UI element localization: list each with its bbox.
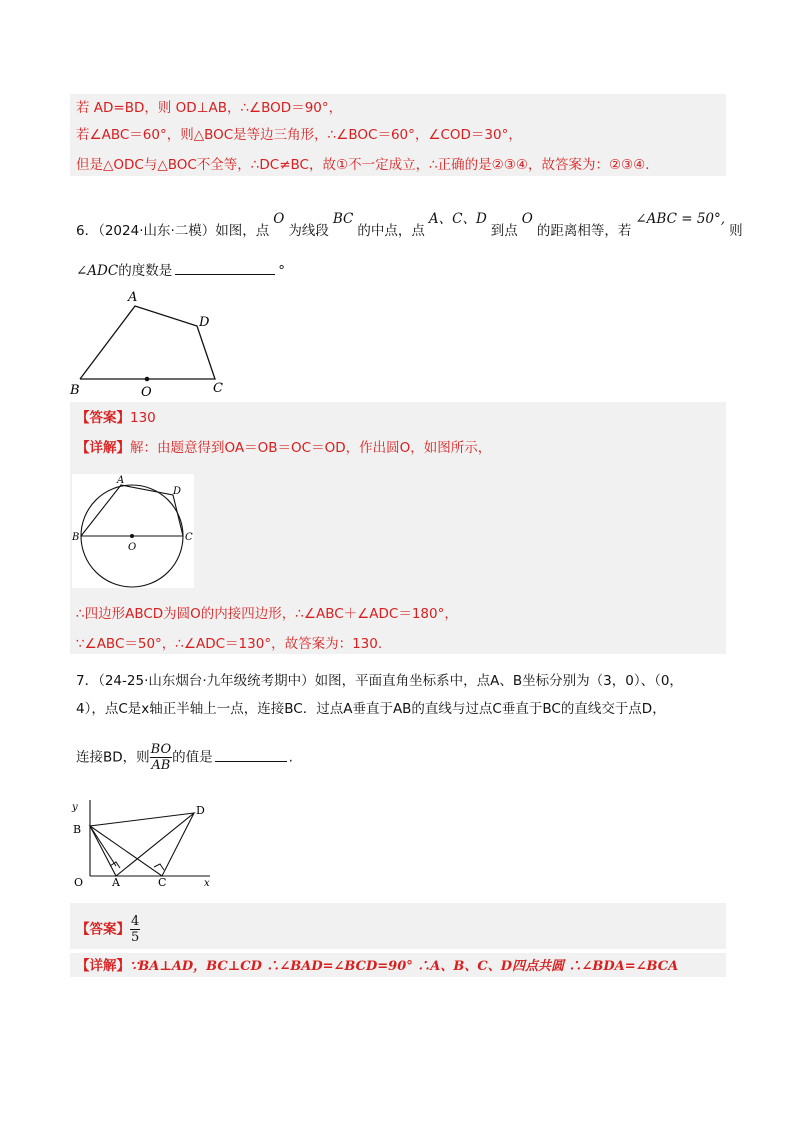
label-d: D xyxy=(173,486,182,497)
question-text: 的中点，点 xyxy=(357,223,425,239)
degree-symbol: ° xyxy=(278,263,285,279)
question-6-line-2 xyxy=(76,262,285,280)
symbol-o: O xyxy=(273,211,285,227)
answer-blank[interactable] xyxy=(215,749,287,762)
answer-line xyxy=(76,914,140,945)
detail-tag: 【详解】 xyxy=(76,440,130,456)
label-d: D xyxy=(196,804,205,817)
quadrilateral-figure xyxy=(68,286,238,398)
fraction-denominator: AB xyxy=(151,758,171,773)
prev-solution-line-3: 但是△ODC与△BOC不全等，∴DC≠BC，故①不一定成立，∴正确的是②③④，故答案为：②③④. xyxy=(76,157,650,173)
detail-line-2: ∴四边形ABCD为圆O的内接四边形，∴∠ABC＋∠ADC＝180°， xyxy=(76,606,458,622)
question-text: 的值是 xyxy=(172,749,213,766)
question-number: 7． xyxy=(76,673,99,689)
question-text: 则 xyxy=(729,223,743,239)
answer-tag: 【答案】 xyxy=(76,921,130,938)
answer-line xyxy=(76,409,156,427)
question-text: 如图，平面直角坐标系中，点A、B坐标分别为（3，0）、（0， xyxy=(314,673,683,689)
question-text: 如图，点 xyxy=(215,223,270,239)
question-number: 6． xyxy=(76,223,99,239)
question-7-line-1 xyxy=(76,672,683,690)
answer-tag: 【答案】 xyxy=(76,410,130,426)
question-source: （2024·山东·二模） xyxy=(98,223,216,239)
answer-fraction xyxy=(130,914,140,945)
label-y: y xyxy=(72,802,78,813)
symbol-o: O xyxy=(521,211,533,227)
label-d: D xyxy=(199,315,210,330)
label-o: O xyxy=(128,542,137,553)
question-6-line-1 xyxy=(76,211,743,240)
detail-text: ∵BA⊥AD，BC⊥CD ∴∠BAD=∠BCD=90° ∴A、B、C、D四点共圆 ∴∠BDA=∠BCA xyxy=(130,959,679,974)
answer-value: 130 xyxy=(130,410,156,426)
fraction-numerator: BO xyxy=(150,742,172,757)
question-7-line-2: 4），点C是x轴正半轴上一点，连接BC．过点A垂直于AB的直线与过点C垂直于BC的直线交于点D， xyxy=(76,701,666,717)
prev-solution-line-1: 若 AD=BD，则 OD⊥AB，∴∠BOD＝90°， xyxy=(76,100,343,116)
symbol-acd: A、C、D xyxy=(428,211,487,227)
condition-angle: ∠ABC = 50°, xyxy=(635,211,726,227)
detail-line xyxy=(76,957,678,976)
label-x: x xyxy=(204,878,210,889)
answer-blank[interactable] xyxy=(175,262,275,275)
question-text: 为线段 xyxy=(288,223,329,239)
label-a: A xyxy=(128,290,138,305)
detail-line-3: ∵∠ABC＝50°，∴∠ADC＝130°，故答案为：130. xyxy=(76,636,383,652)
symbol-bc: BC xyxy=(332,211,354,227)
detail-text: 解：由题意得到OA＝OB＝OC＝OD，作出圆O，如图所示， xyxy=(130,440,492,456)
question-source: （24-25·山东烟台·九年级统考期中） xyxy=(98,673,315,689)
question-text: 的距离相等，若 xyxy=(536,223,632,239)
question-text: 连接BD，则 xyxy=(76,749,150,766)
label-b: B xyxy=(70,383,80,398)
label-b: B xyxy=(73,823,82,836)
label-b: B xyxy=(72,532,80,543)
question-7-answer-block xyxy=(70,903,726,949)
question-text: 的度数是 xyxy=(118,263,173,279)
question-7-line-3 xyxy=(76,742,293,773)
fraction-numerator: 4 xyxy=(131,914,140,929)
coordinate-figure xyxy=(70,798,220,890)
label-c: C xyxy=(213,381,223,396)
label-o: O xyxy=(74,876,84,889)
label-a: A xyxy=(117,475,125,486)
question-text: . xyxy=(288,749,293,766)
angle-adc: ∠ADC xyxy=(76,263,119,279)
fraction-denominator: 5 xyxy=(131,930,140,945)
circle-figure xyxy=(72,474,194,588)
label-o: O xyxy=(141,385,152,398)
question-text: 到点 xyxy=(490,223,518,239)
prev-solution-line-2: 若∠ABC＝60°，则△BOC是等边三角形，∴∠BOC＝60°，∠COD＝30°， xyxy=(76,127,522,143)
label-c: C xyxy=(158,876,167,889)
detail-line xyxy=(76,439,491,457)
fraction-bo-ab xyxy=(150,742,172,773)
label-c: C xyxy=(185,532,193,543)
label-a: A xyxy=(112,876,120,889)
detail-tag: 【详解】 xyxy=(76,958,130,974)
